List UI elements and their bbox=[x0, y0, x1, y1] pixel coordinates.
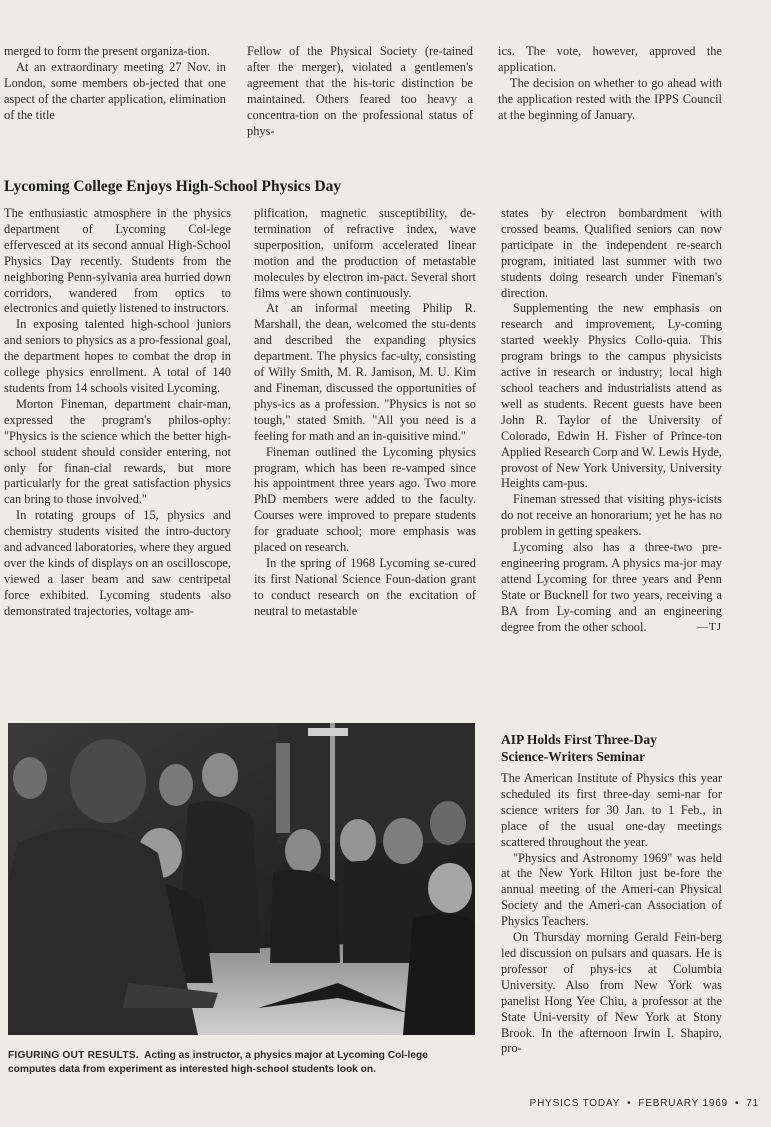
paragraph: The American Institute of Physics this year scheduled its first three-day semi-nar for science writers for 30 Jan. to 1 Feb., in place of the usual one-day meetings scattered throughout the year. bbox=[501, 771, 722, 849]
article-column-2 bbox=[254, 206, 476, 620]
sidebar-headline: AIP Holds First Three-Day Science-Writers Seminar bbox=[501, 732, 657, 764]
student-body bbox=[403, 914, 475, 1035]
paragraph: ics. The vote, however, approved the application. bbox=[498, 44, 722, 74]
paragraph: On Thursday morning Gerald Fein-berg led discussion on pulsars and quasars. He is professor of phys-ics at Columbia University. Also from New York was panelist Hong Yee Chiu, a professor at the State Uni-versity of New York at Stony Brook. In the afternoon Irwin I. Shapiro, pro- bbox=[501, 930, 722, 1056]
student-head bbox=[159, 764, 193, 806]
paragraph: Fellow of the Physical Society (re-tained after the merger), violated a gentlemen's agreement that the his-toric distinction be maintained. Others feared too heavy a concentra-tion on the professional status of phys- bbox=[247, 44, 473, 138]
article-column-3 bbox=[501, 206, 722, 635]
article-column-1 bbox=[4, 206, 231, 620]
instructor-head bbox=[70, 739, 146, 823]
lab-stand-clamp bbox=[308, 728, 348, 736]
paragraph: At an extraordinary meeting 27 Nov. in London, some members ob-jected that one aspect of the charter application, elimination of the title bbox=[4, 59, 226, 122]
paragraph: At an informal meeting Philip R. Marshall, the dean, welcomed the stu-dents and described the expanding physics department. The physics fac-ulty, consisting of Willy Smith, M. R. Jamison, M. U. Kim and Fineman, discussed the opportunities of phys-ics as a profession. "Physics is not so tough," stated Smith. "All you need is a feeling for math and an in-quisitive mind." bbox=[254, 301, 476, 443]
paragraph: In the spring of 1968 Lycoming se-cured its first National Science Foun-dation grant to conduct research on the excitation of neutral to metastable bbox=[254, 555, 476, 618]
author-signature: —TJ bbox=[697, 620, 722, 633]
paragraph: The enthusiastic atmosphere in the physics department of Lycoming Col-lege effervesced at its second annual High-School Physics Day recently. Students from the neighboring Penn-sylvania area hurried down corridors, wandered from optics to electronics and quietly listened to instructors. bbox=[4, 206, 231, 316]
paragraph: The decision on whether to go ahead with the application rested with the IPPS Council at the beginning of January. bbox=[498, 75, 722, 122]
paragraph: "Physics and Astronomy 1969" was held at the New York Hilton just be-fore the annual meeting of the Ameri-can Physical Society and the Ameri-can Association of Physics Teachers. bbox=[501, 850, 722, 929]
photo-illustration bbox=[8, 723, 475, 1035]
caption-text: Acting as instructor, a physics major at Lycoming Col-lege computes data from experiment as interested high-school students look on. bbox=[8, 1050, 428, 1075]
prev-article-column-1 bbox=[4, 44, 226, 124]
prev-article-column-2 bbox=[247, 44, 473, 139]
page-number: 71 bbox=[746, 1098, 759, 1109]
article-headline: Lycoming College Enjoys High-School Physics Day bbox=[4, 178, 342, 195]
caption-title: FIGURING OUT RESULTS. bbox=[8, 1050, 139, 1061]
paragraph-text: Lycoming also has a three-two pre-engineering program. A physics ma-jor may attend Lycoming for three years and Penn State or Bucknell for two years, receiving a BA from Ly-coming and an engineering degree from the other school. bbox=[501, 540, 722, 634]
paragraph: In exposing talented high-school juniors and seniors to physics as a pro-fessional goal, the department hopes to combat the drop in college physics enrollment. A total of 140 students from 14 schools visited Lycoming. bbox=[4, 317, 231, 395]
classroom-photo bbox=[8, 723, 475, 1035]
lab-stand-tube bbox=[276, 743, 290, 833]
student-head bbox=[428, 863, 472, 913]
journal-name: PHYSICS TODAY bbox=[529, 1098, 621, 1109]
paragraph: Fineman outlined the Lycoming physics program, which has been re-vamped since his appointment three years ago. Two more PhD members were added to the faculty. Courses were improved to prepare students for graduate school; more emphasis was placed on research. bbox=[254, 444, 476, 555]
paragraph: Morton Fineman, department chair-man, expressed the program's philos-ophy: "Physics is the science which the better high-school student should consider entering, not only for finan-cial rewards, but more particularly for the great satisfaction physics can bring to those involved." bbox=[4, 396, 231, 507]
separator: • bbox=[734, 1098, 740, 1109]
student-body bbox=[270, 870, 340, 963]
photo-caption bbox=[8, 1049, 478, 1077]
paragraph: Supplementing the new emphasis on research and improvement, Ly-coming started weekly Physics Collo-quia. This program brings to the campus physicists active in research or industry; local high school teachers and industrialists attend as well as students. Recent guests have been John R. Taylor of the University of Colorado, Edwin H. Fisher of Prince-ton Applied Research Corp and W. Lewis Hyde, provost of New York University, University Heights cam-pus. bbox=[501, 301, 722, 491]
paragraph: merged to form the present organiza-tion. bbox=[4, 44, 210, 58]
paragraph bbox=[501, 540, 722, 635]
sidebar-article-column bbox=[501, 771, 722, 1057]
paragraph: Fineman stressed that visiting phys-icists do not receive an honorarium; yet he has no problem in getting speakers. bbox=[501, 492, 722, 539]
issue-date: FEBRUARY 1969 bbox=[638, 1098, 728, 1109]
student-head bbox=[383, 818, 423, 864]
student-head bbox=[202, 753, 238, 797]
paragraph: In rotating groups of 15, physics and chemistry students visited the intro-ductory and advanced laboratories, where they argued over the kinds of displays on an oscilloscope, viewed a laser beam and saw centripetal force exhibited. Lycoming students also demonstrated trajectories, voltage am- bbox=[4, 508, 231, 618]
student-head bbox=[340, 819, 376, 863]
separator: • bbox=[627, 1098, 632, 1109]
page-footer bbox=[530, 1098, 759, 1109]
student-head bbox=[13, 757, 47, 799]
prev-article-column-3 bbox=[498, 44, 722, 124]
paragraph: states by electron bombardment with crossed beams. Qualified seniors can now participate in the independent re-search program, initiated last summer with two students doing research under Fineman's direction. bbox=[501, 206, 722, 300]
student-head bbox=[285, 829, 321, 873]
student-head bbox=[430, 801, 466, 845]
paragraph: plification, magnetic susceptibility, de-termination of refractive index, wave superposition, uniform accelerated linear motion and the production of metastable molecules by electron im-pact. Several short films were shown continuously. bbox=[254, 206, 476, 300]
